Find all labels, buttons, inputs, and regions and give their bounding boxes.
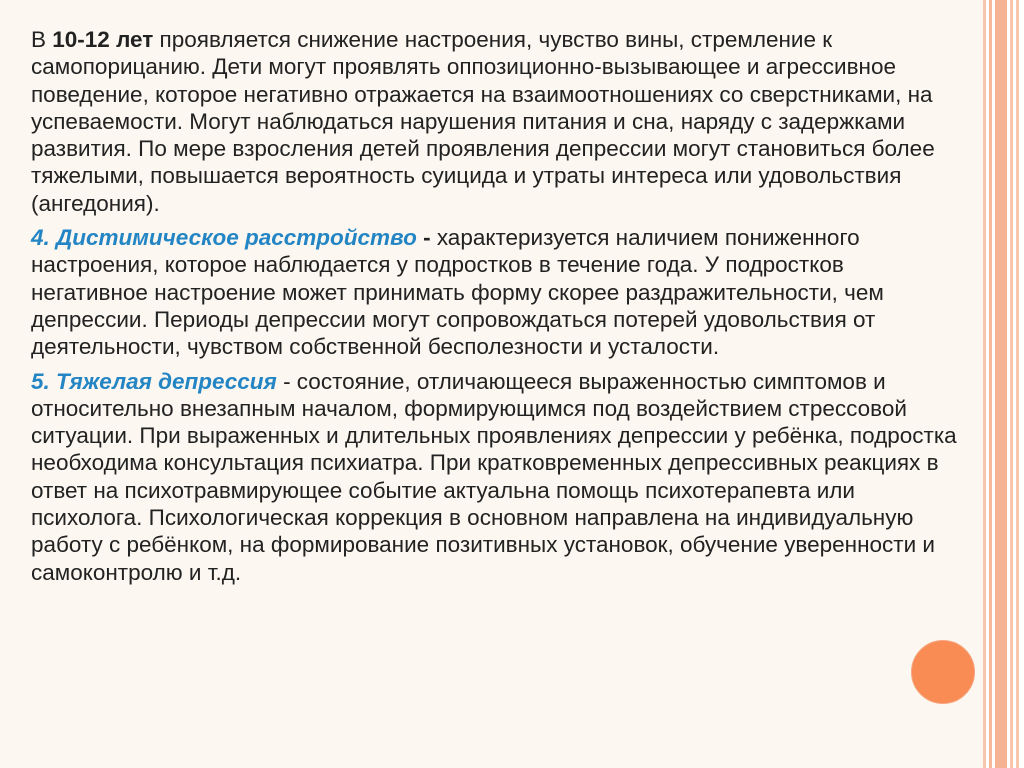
paragraph2-body: характеризуется наличием пониженного настроения, которое наблюдается у подростков в течение года. У подростков негативное настроение может принимать форму скорее раздражительности, чем депрессии. Периоды депрессии могут сопровождаться потерей удовольствия от деятельности, чувством собственной бесполезности и усталости. (31, 225, 884, 360)
stripe (983, 0, 986, 768)
stripe (995, 0, 1007, 768)
paragraph1-prefix: В (31, 27, 53, 52)
paragraph-age-10-12 (31, 26, 961, 217)
paragraph3-body: - состояние, отличающееся выраженностью симптомов и относительно внезапным началом, формирующимся под воздействием стрессовой ситуации. При выраженных и длительных проявлениях депрессии у ребёнка, подростка необходима консультация психиатра. При кратковременных депрессивных реакциях в ответ на психотравмирующее событие актуальна помощь психотерапевта или психолога. Психологическая коррекция в основном направлена на индивидуальную работу с ребёнком, на формирование позитивных установок, обучение уверенности и самоконтролю и т.д. (31, 368, 957, 585)
stripe (1010, 0, 1013, 768)
paragraph-dysthymic-disorder (31, 224, 961, 360)
paragraph-severe-depression (31, 368, 961, 586)
decorative-circle-icon (911, 640, 975, 704)
text-block (31, 26, 961, 593)
dysthymic-heading: 4. Дистимическое расстройство (31, 225, 417, 251)
decorative-stripes (983, 0, 1024, 768)
severe-depression-heading: 5. Тяжелая депрессия (31, 368, 277, 394)
stripe (989, 0, 992, 768)
age-range-bold: 10-12 лет (52, 27, 154, 52)
paragraph1-body: проявляется снижение настроения, чувство вины, стремление к самопорицанию. Дети могут проявлять оппозиционно-вызывающее и агрессивное поведение, которое негативно отражается на взаимоотношениях со сверстниками, на успеваемости. Могут наблюдаться нарушения питания и сна, наряду с задержками развития. По мере взросления детей проявления депрессии могут становиться более тяжелыми, повышается вероятность суицида и утраты интереса или удовольствия (ангедония). (31, 27, 935, 216)
stripe (1016, 0, 1019, 768)
dysthymic-dash: - (416, 225, 437, 251)
